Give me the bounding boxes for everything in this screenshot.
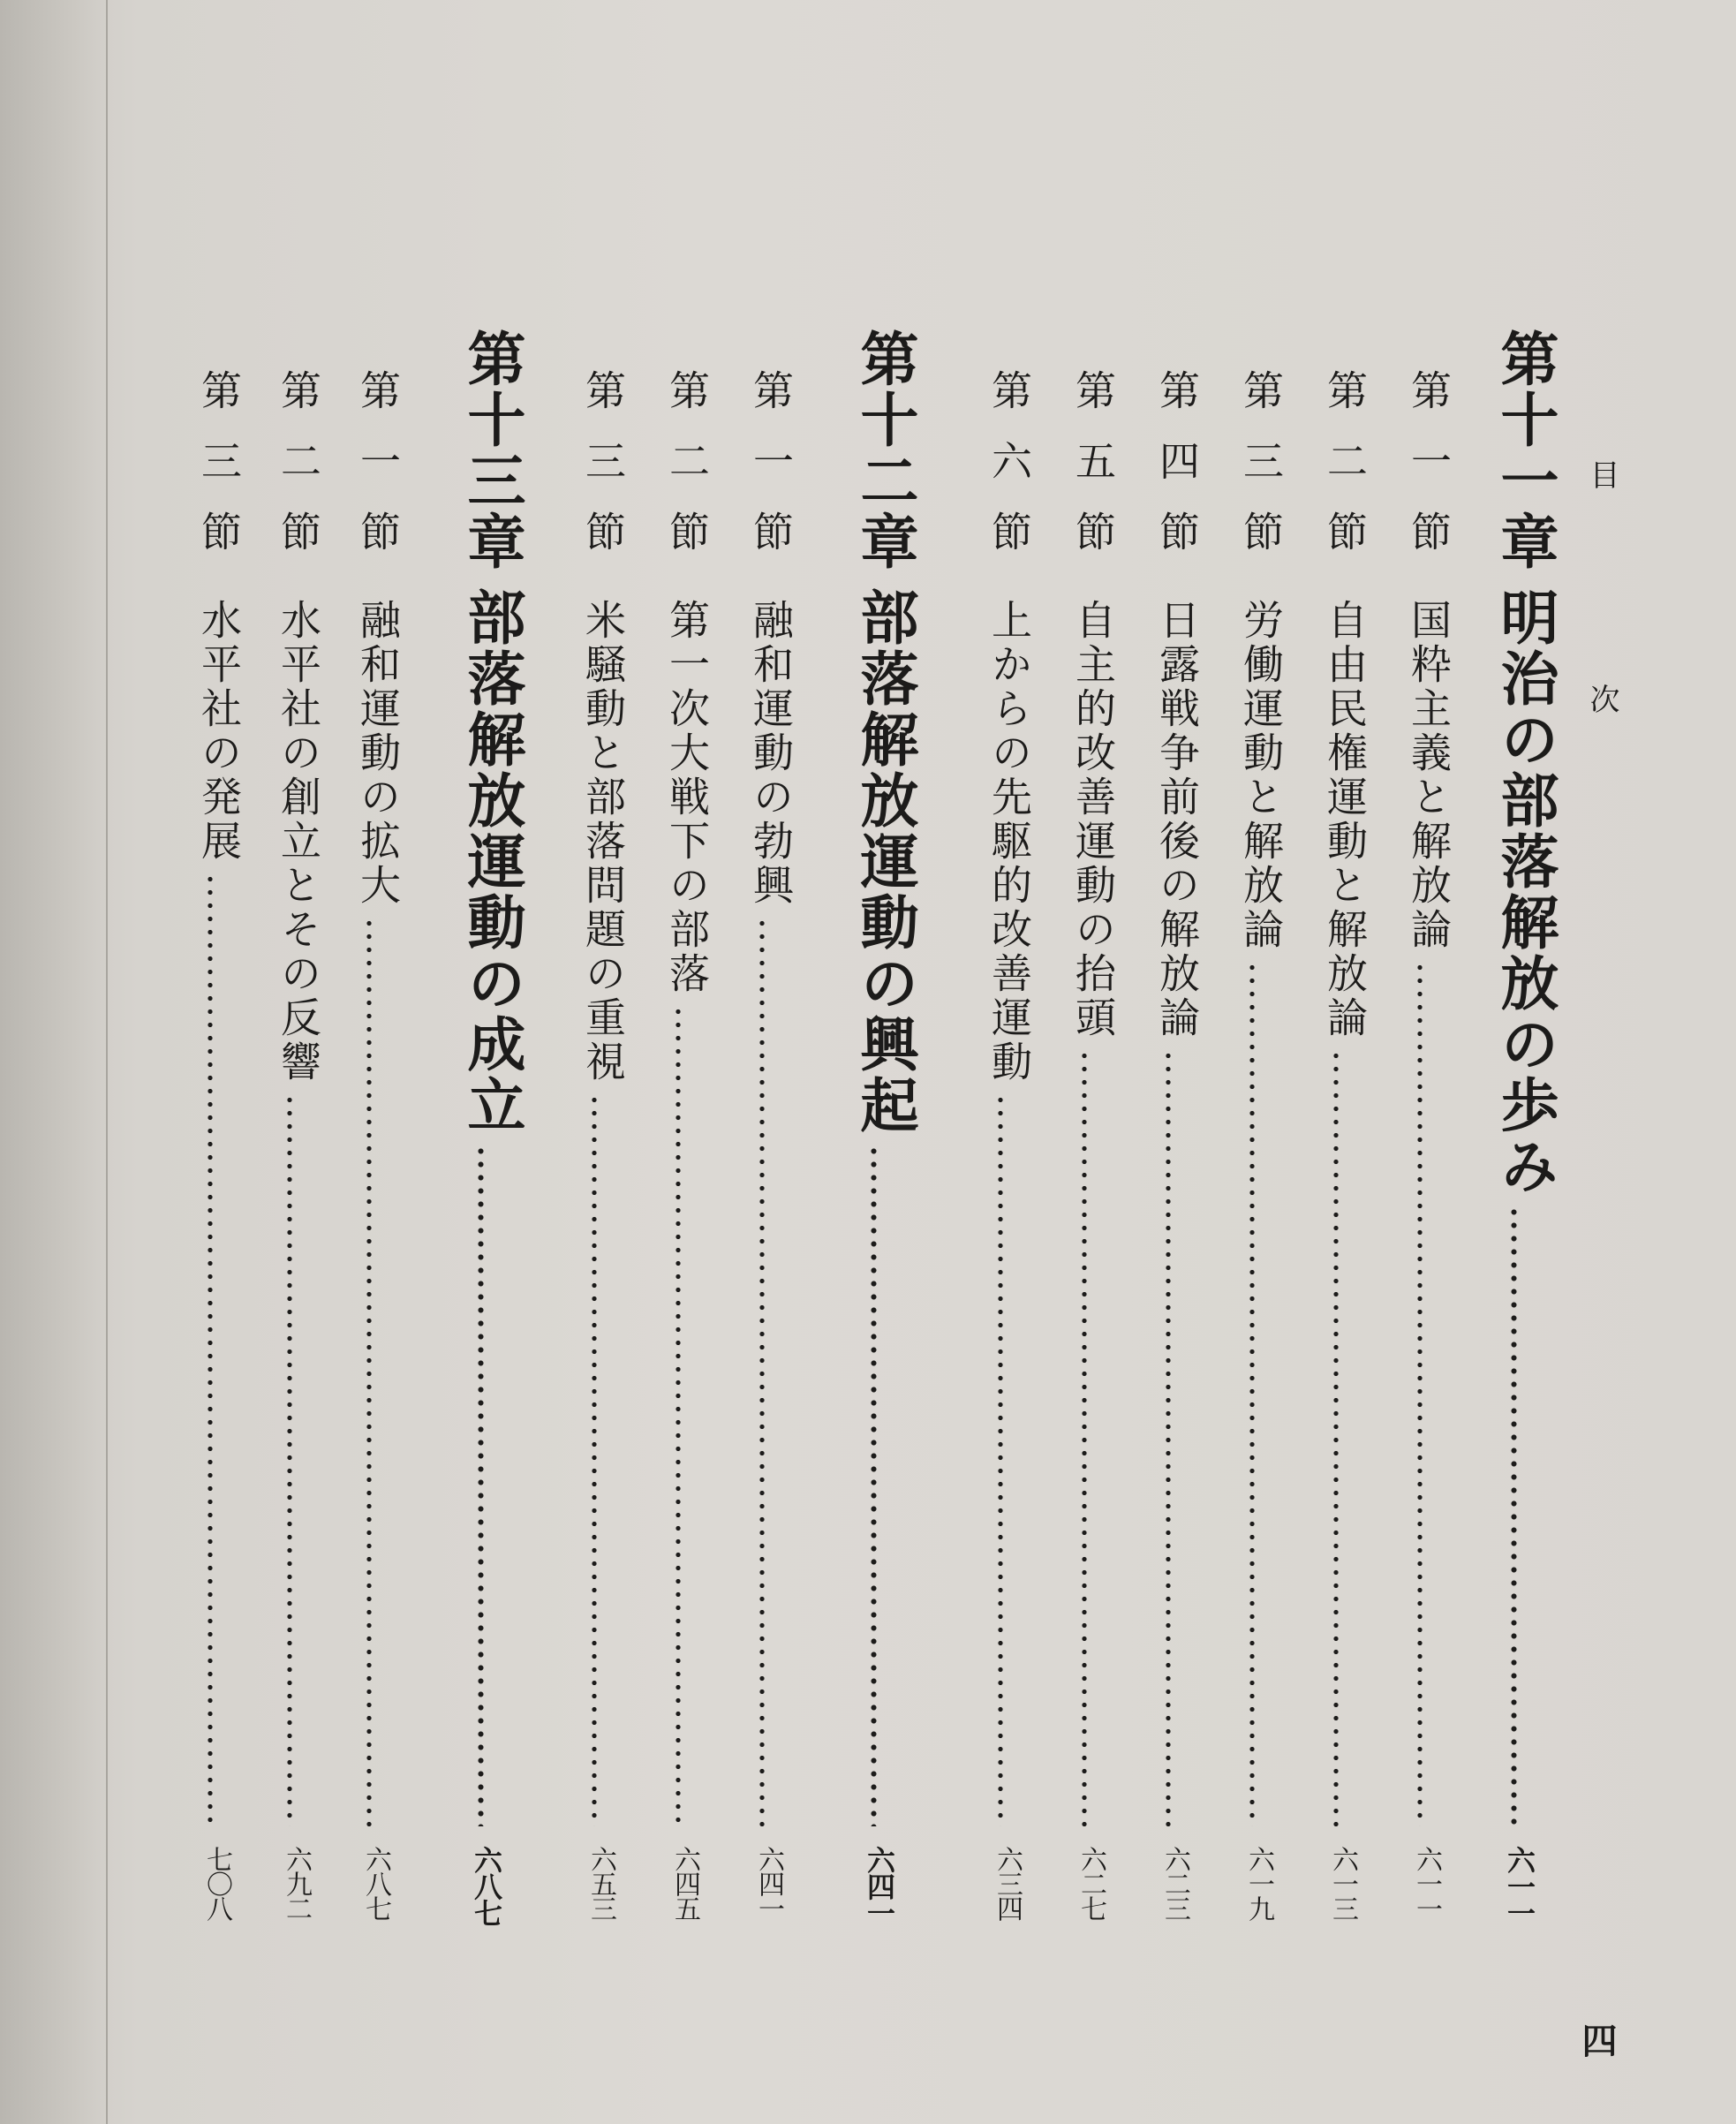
toc-entry-page: 六二七 bbox=[1076, 1846, 1106, 1920]
page-folio: 四 bbox=[1576, 2022, 1618, 2058]
toc-entry-title: 融和運動の拡大 bbox=[354, 599, 402, 908]
toc-entry-title: 自由民権運動と解放論 bbox=[1321, 599, 1369, 1040]
toc-entry-title: 融和運動の勃興 bbox=[747, 599, 795, 908]
toc-entry-section bbox=[1139, 0, 1201, 2124]
toc-dot-leader bbox=[998, 1093, 1003, 1826]
toc-entry-chapter-12 bbox=[834, 0, 919, 2124]
toc-entry-page: 六四五 bbox=[669, 1846, 700, 1920]
toc-entry-title: 労働運動と解放論 bbox=[1237, 599, 1285, 952]
toc-entry-prefix: 第十二章 bbox=[850, 329, 919, 572]
toc-dot-leader bbox=[759, 917, 765, 1826]
toc-entry-page: 六八七 bbox=[470, 1846, 503, 1925]
toc-dot-leader bbox=[1417, 961, 1423, 1826]
toc-dot-leader bbox=[478, 1145, 484, 1826]
toc-entry-page: 六一一 bbox=[1503, 1846, 1536, 1925]
toc-entry-section bbox=[1307, 0, 1369, 2124]
toc-dot-leader bbox=[1333, 1049, 1339, 1826]
toc-dot-leader bbox=[1166, 1049, 1171, 1826]
toc-entry-prefix: 第六節 bbox=[985, 369, 1033, 581]
toc-entry-title: 部落解放運動の興起 bbox=[850, 587, 919, 1136]
toc-entry-title: 自主的改善運動の抬頭 bbox=[1069, 599, 1117, 1040]
toc-entry-prefix: 第四節 bbox=[1153, 369, 1201, 581]
toc-entry-section bbox=[1223, 0, 1285, 2124]
toc-entry-page: 七〇八 bbox=[201, 1846, 232, 1920]
toc-entry-page: 六八七 bbox=[360, 1846, 391, 1920]
toc-dot-leader bbox=[871, 1145, 877, 1826]
toc-entry-page: 六九二 bbox=[281, 1846, 312, 1920]
toc-entry-page: 六二三 bbox=[1159, 1846, 1190, 1920]
toc-entry-prefix: 第三節 bbox=[1237, 369, 1285, 581]
toc-entry-section bbox=[1391, 0, 1453, 2124]
toc-entry-prefix: 第二節 bbox=[1321, 369, 1369, 581]
toc-entry-section bbox=[565, 0, 627, 2124]
toc-entry-section bbox=[181, 0, 243, 2124]
toc-entry-prefix: 第二節 bbox=[275, 369, 322, 581]
toc-entry-title: 第一次大戦下の部落 bbox=[663, 599, 711, 996]
toc-entry-title: 日露戦争前後の解放論 bbox=[1153, 599, 1201, 1040]
toc-entry-section bbox=[340, 0, 402, 2124]
toc-entry-page: 六五三 bbox=[585, 1846, 616, 1920]
toc-entry-page: 六一九 bbox=[1243, 1846, 1274, 1920]
toc-entry-chapter-13 bbox=[442, 0, 526, 2124]
toc-entry-section bbox=[1055, 0, 1117, 2124]
toc-entry-prefix: 第三節 bbox=[195, 369, 243, 581]
toc-entry-section bbox=[260, 0, 322, 2124]
toc-entry-section bbox=[733, 0, 795, 2124]
toc-dot-leader bbox=[1082, 1049, 1087, 1826]
toc-dot-leader bbox=[592, 1093, 597, 1826]
toc-dot-leader bbox=[366, 917, 372, 1826]
toc-entry-title: 上からの先駆的改善運動 bbox=[985, 599, 1033, 1085]
toc-entry-prefix: 第一節 bbox=[1405, 369, 1453, 581]
toc-entry-page: 六一一 bbox=[1411, 1846, 1442, 1920]
toc-entry-title: 水平社の創立とその反響 bbox=[275, 599, 322, 1085]
toc-entry-prefix: 第二節 bbox=[663, 369, 711, 581]
toc-entry-title: 明治の部落解放の歩み bbox=[1491, 587, 1559, 1197]
running-head: 目次 bbox=[1584, 459, 1619, 908]
toc-dot-leader bbox=[1249, 961, 1255, 1826]
toc-entry-prefix: 第三節 bbox=[579, 369, 627, 581]
toc-entry-page: 六四一 bbox=[863, 1846, 896, 1925]
toc-entry-page: 六三四 bbox=[992, 1846, 1023, 1920]
toc-entry-page: 六一三 bbox=[1327, 1846, 1358, 1920]
toc-entry-prefix: 第一節 bbox=[354, 369, 402, 581]
toc-dot-leader bbox=[208, 873, 213, 1826]
toc-entry-title: 米騒動と部落問題の重視 bbox=[579, 599, 627, 1085]
toc-entry-title: 水平社の発展 bbox=[195, 599, 243, 864]
toc-dot-leader bbox=[1511, 1206, 1517, 1826]
toc-entry-page: 六四一 bbox=[753, 1846, 784, 1920]
book-gutter bbox=[0, 0, 108, 2124]
toc-entry-prefix: 第五節 bbox=[1069, 369, 1117, 581]
toc-entry-section bbox=[971, 0, 1033, 2124]
toc-entry-title: 部落解放運動の成立 bbox=[457, 587, 526, 1136]
toc-entry-prefix: 第一節 bbox=[747, 369, 795, 581]
toc-entry-chapter-11 bbox=[1475, 0, 1559, 2124]
toc-dot-leader bbox=[676, 1005, 681, 1826]
toc-entry-prefix: 第十三章 bbox=[457, 329, 526, 572]
toc-entry-title: 国粋主義と解放論 bbox=[1405, 599, 1453, 952]
toc-entry-prefix: 第十一章 bbox=[1491, 329, 1559, 572]
toc-entry-section bbox=[649, 0, 711, 2124]
toc-dot-leader bbox=[287, 1093, 292, 1826]
